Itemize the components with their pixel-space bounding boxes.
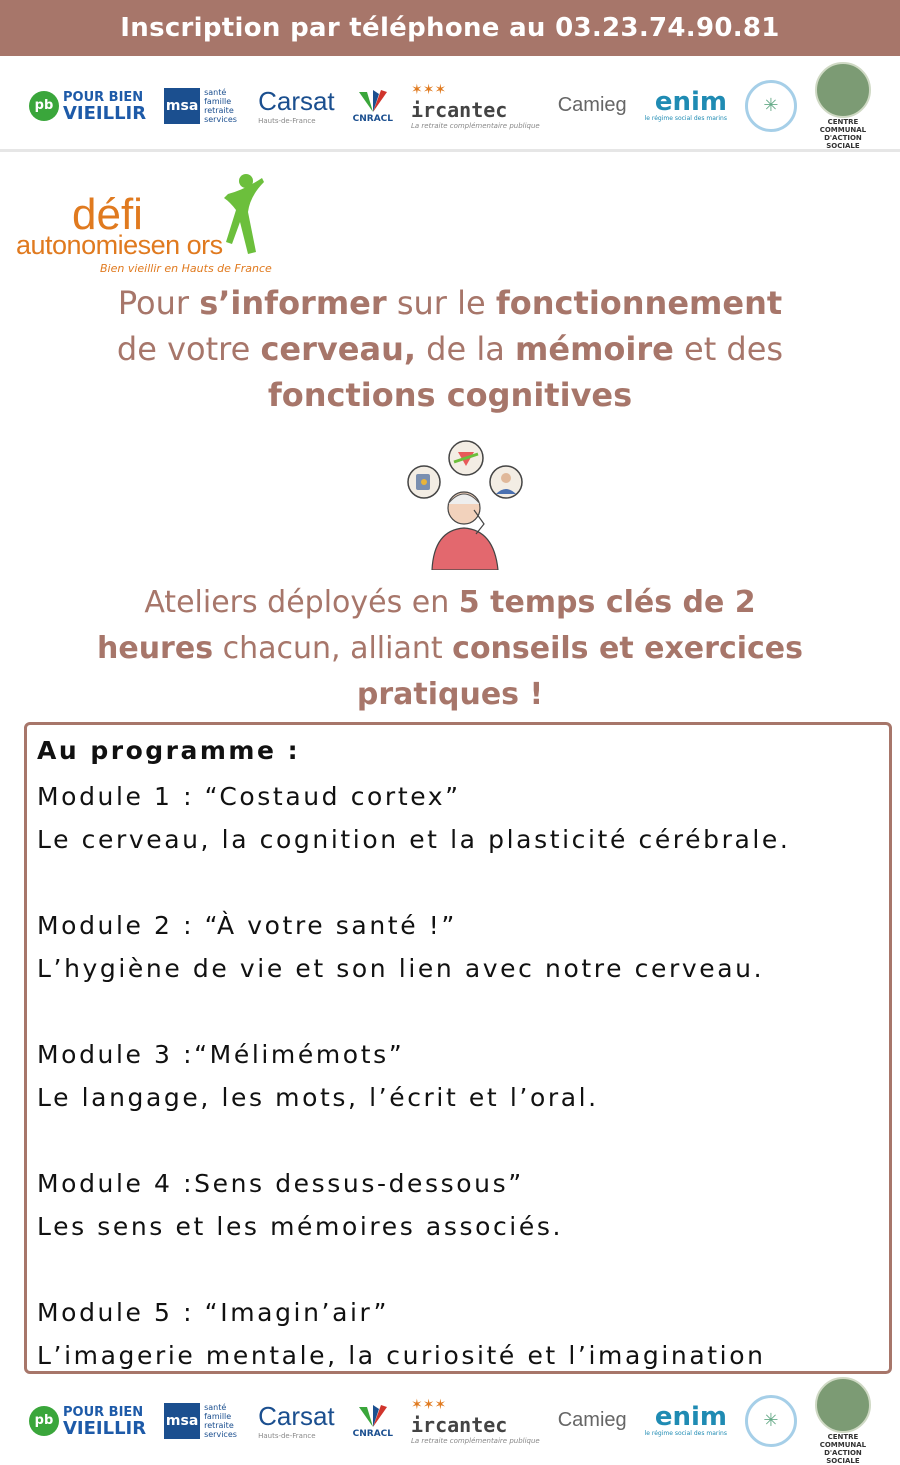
pbv-badge: pb <box>29 1406 59 1436</box>
defi-text: défi <box>72 190 143 239</box>
carsat-name: Carsat <box>258 1401 335 1431</box>
msa-mark: msa <box>164 1403 200 1439</box>
module-3 <box>37 1033 889 1119</box>
headline-part: sur le <box>386 284 496 322</box>
msa-side-text: santé famille retraite services <box>204 1402 237 1439</box>
module-4 <box>37 1162 889 1248</box>
defi-tagline: Bien vieillir en Hauts de France <box>100 262 272 275</box>
carsat-logo <box>258 86 335 125</box>
ircantec-logo <box>411 82 540 130</box>
msa-mark: msa <box>164 88 200 124</box>
program-title: Au programme : <box>37 736 301 765</box>
subhead-part: chacun, alliant <box>213 631 453 666</box>
ircantec-logo <box>411 1397 540 1445</box>
module-title: Module 3 :“Mélimémots” <box>37 1040 405 1069</box>
headline-part: de votre <box>116 330 261 368</box>
module-1 <box>37 775 889 861</box>
pbv-line1: POUR BIEN <box>62 89 144 105</box>
ircantec-tag: La retraite complémentaire publique <box>411 1436 540 1445</box>
enim-tag: le régime social des marins <box>644 1430 727 1437</box>
town-hall-icon <box>815 62 871 118</box>
senior-thinking-illustration <box>402 438 528 570</box>
msa-logo <box>164 1403 240 1439</box>
subhead-bold: heures <box>96 631 214 666</box>
module-title: Module 1 : “Costaud cortex” <box>37 782 461 811</box>
ccas-logo <box>815 62 871 150</box>
ircantec-tag: La retraite complémentaire publique <box>411 121 540 130</box>
town-hall-icon <box>815 1377 871 1433</box>
headline-bold: fonctionnement <box>495 284 783 322</box>
ircantec-stars-icon: ✶✶✶ <box>411 1396 447 1413</box>
pbv-line1: POUR BIEN <box>62 1404 144 1420</box>
module-title: Module 5 : “Imagin’air” <box>37 1298 390 1327</box>
pbv-line2: VIEILLIR <box>62 102 147 124</box>
ircantec-name: ircantec <box>411 1412 508 1437</box>
subhead-bold: pratiques ! <box>356 677 544 712</box>
module-description: L’hygiène de vie et son lien avec notre cerveau. <box>37 954 765 983</box>
camieg-logo: Camieg <box>557 1409 627 1431</box>
module-title: Module 4 :Sens dessus-dessous” <box>37 1169 524 1198</box>
headline-part: Pour <box>117 284 200 322</box>
headline-bold: s’informer <box>199 284 387 322</box>
phone-banner-text: Inscription par téléphone au 03.23.74.90.81 <box>120 13 780 43</box>
enim-name: enim <box>654 1402 727 1432</box>
module-description: Les sens et les mémoires associés. <box>37 1212 564 1241</box>
carsat-sub: Hauts-de-France <box>258 1432 316 1440</box>
partner-logos-top <box>0 62 900 152</box>
ircantec-name: ircantec <box>411 97 508 122</box>
cnracl-logo <box>353 88 393 124</box>
headline-bold: fonctions cognitives <box>267 376 633 414</box>
ccas-text: CENTRE COMMUNAL D'ACTION SOCIALE <box>819 117 867 150</box>
camieg-logo: Camieg <box>557 94 627 116</box>
cnracl-logo <box>353 1403 393 1439</box>
module-2 <box>37 904 889 990</box>
msa-logo <box>164 88 240 124</box>
seal-icon: ✳ <box>745 1395 797 1447</box>
partner-logos-bottom <box>0 1378 900 1463</box>
module-description: L’imagerie mentale, la curiosité et l’imagination <box>37 1341 766 1370</box>
pour-bien-vieillir-logo <box>29 90 146 122</box>
cnracl-name: CNRACL <box>352 113 394 124</box>
headline <box>60 280 840 418</box>
ccas-text: CENTRE COMMUNAL D'ACTION SOCIALE <box>819 1432 867 1465</box>
subhead-bold: 5 temps clés de 2 <box>458 585 756 620</box>
module-title: Module 2 : “À votre santé !” <box>37 911 457 940</box>
module-description: Le langage, les mots, l’écrit et l’oral. <box>37 1083 599 1112</box>
headline-part: de la <box>416 330 516 368</box>
ccas-logo <box>815 1377 871 1465</box>
autonomie-seniors-text: autonomiesen ors <box>16 230 223 260</box>
enim-tag: le régime social des marins <box>644 115 727 122</box>
cnracl-icon <box>353 88 393 114</box>
subheadline <box>40 580 860 718</box>
seal-icon: ✳ <box>745 80 797 132</box>
pbv-line2: VIEILLIR <box>62 1417 147 1439</box>
enim-name: enim <box>654 87 727 117</box>
module-description: Le cerveau, la cognition et la plasticité cérébrale. <box>37 825 791 854</box>
carsat-name: Carsat <box>258 86 335 116</box>
defi-autonomie-logo <box>16 172 286 280</box>
enim-logo <box>645 1404 727 1437</box>
headline-part: et des <box>673 330 784 368</box>
ircantec-stars-icon: ✶✶✶ <box>411 81 447 98</box>
cnracl-name: CNRACL <box>352 1428 394 1439</box>
carsat-sub: Hauts-de-France <box>258 117 316 125</box>
cnracl-icon <box>353 1403 393 1429</box>
program-box <box>24 722 892 1374</box>
msa-side-text: santé famille retraite services <box>204 87 237 124</box>
pour-bien-vieillir-logo <box>29 1405 146 1437</box>
enim-logo <box>645 89 727 122</box>
pbv-badge: pb <box>29 91 59 121</box>
module-5 <box>37 1291 889 1377</box>
headline-bold: mémoire <box>515 330 674 368</box>
phone-banner <box>0 0 900 56</box>
subhead-bold: conseils et exercices <box>452 631 804 666</box>
headline-bold: cerveau, <box>260 330 416 368</box>
subhead-part: Ateliers déployés en <box>144 585 459 620</box>
carsat-logo <box>258 1401 335 1440</box>
